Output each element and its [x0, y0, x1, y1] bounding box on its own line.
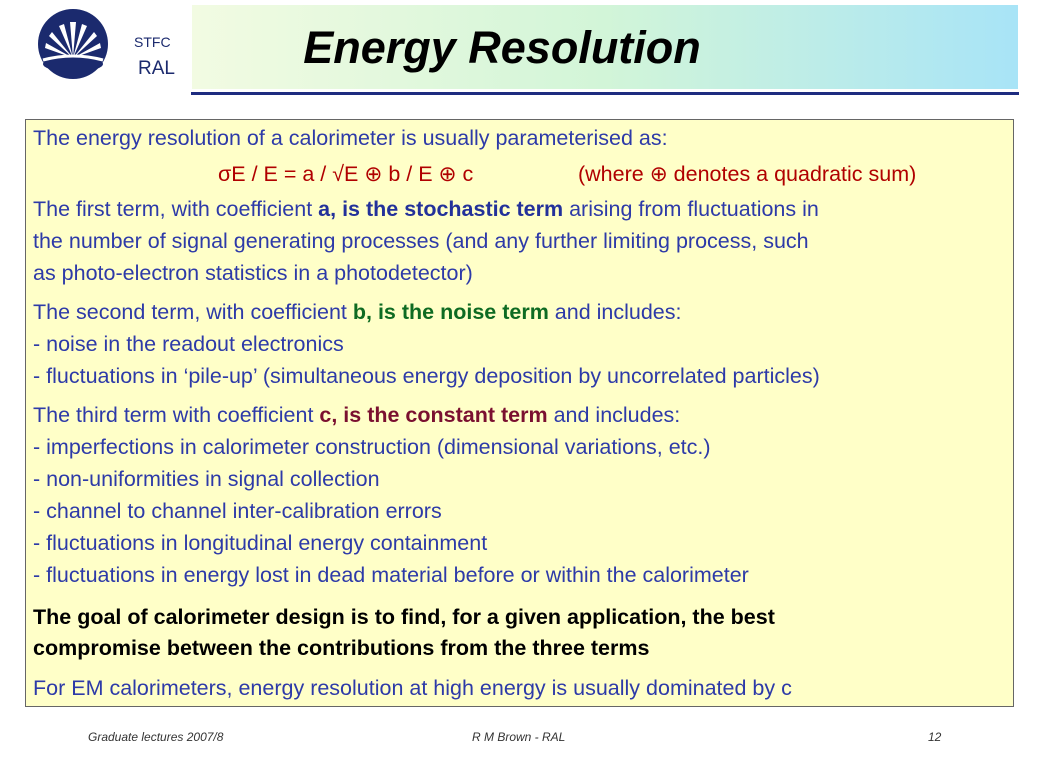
stochastic-line-1	[33, 197, 819, 221]
stochastic-bold: a, is the stochastic term	[318, 197, 564, 221]
logo-org-label: STFC	[134, 34, 171, 50]
constant-bold: c, is the constant term	[319, 403, 548, 427]
constant-heading	[33, 403, 680, 427]
noise-item: - noise in the readout electronics	[33, 332, 344, 356]
footer-author: R M Brown - RAL	[472, 730, 566, 744]
content-box	[25, 119, 1014, 707]
intro-text: The energy resolution of a calorimeter is usually parameterised as:	[33, 126, 668, 150]
closing-text: For EM calorimeters, energy resolution at high energy is usually dominated by c	[33, 676, 792, 700]
goal-line-2: compromise between the contributions from the three terms	[33, 636, 650, 660]
logo-lab-label: RAL	[138, 58, 175, 79]
constant-post: and includes:	[547, 403, 681, 427]
footer-page-number: 12	[928, 730, 942, 744]
noise-pre: The second term, with coefficient	[33, 300, 353, 324]
noise-post: and includes:	[548, 300, 682, 324]
constant-item: - fluctuations in longitudinal energy containment	[33, 531, 488, 555]
resolution-formula: σE / E = a / √E ⊕ b / E ⊕ c	[218, 162, 474, 186]
constant-item: - channel to channel inter-calibration errors	[33, 499, 442, 523]
constant-item: - imperfections in calorimeter construction (dimensional variations, etc.)	[33, 435, 711, 459]
footer-course: Graduate lectures 2007/8	[88, 730, 224, 744]
constant-item: - non-uniformities in signal collection	[33, 467, 380, 491]
noise-heading	[33, 300, 682, 324]
goal-line-1: The goal of calorimeter design is to find, for a given application, the best	[33, 605, 775, 629]
stochastic-pre: The first term, with coefficient	[33, 197, 319, 221]
title-rule	[191, 92, 1019, 95]
noise-bold: b, is the noise term	[352, 300, 549, 324]
constant-item: - fluctuations in energy lost in dead material before or within the calorimeter	[33, 563, 749, 587]
constant-pre: The third term with coefficient	[33, 403, 320, 427]
stochastic-line-3: as photo-electron statistics in a photodetector)	[33, 261, 473, 285]
noise-item: - fluctuations in ‘pile-up’ (simultaneous energy deposition by uncorrelated particles)	[33, 364, 820, 388]
stfc-logo-icon	[37, 8, 109, 80]
stochastic-post: arising from fluctuations in	[563, 197, 819, 221]
formula-note: (where ⊕ denotes a quadratic sum)	[578, 162, 917, 186]
slide-title: Energy Resolution	[303, 22, 701, 73]
stochastic-line-2: the number of signal generating processes (and any further limiting process, such	[33, 229, 809, 253]
